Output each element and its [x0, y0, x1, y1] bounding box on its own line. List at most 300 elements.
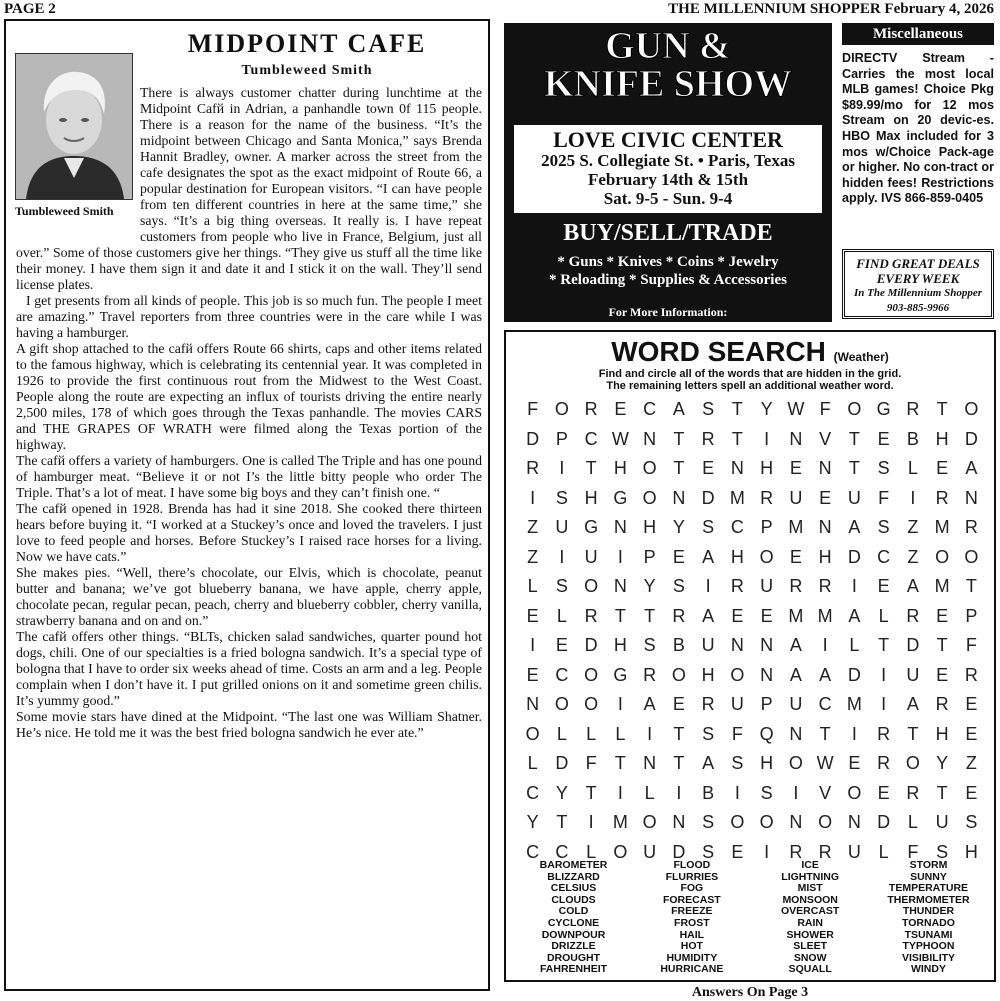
grid-letter: M [934, 517, 950, 538]
word-list-item: FLOOD [673, 859, 711, 871]
article-paragraph: The cafй offers other things. “BLTs, chicken salad sandwiches, quarter pound hot dogs, chili. One of our specialties is a fried bologna sandwich. It’s a special type of bologna that I have to order six weeks ahead of time. Costs an arm and a leg. People complain when I don’t have it. I put grilled onions on it and sometime green chilis. It’s yummy good.” [16, 629, 482, 708]
grid-letter: O [759, 546, 774, 567]
grid-letter: D [701, 487, 715, 508]
grid-letter: T [731, 428, 743, 449]
article-byline: Tumbleweed Smith [241, 63, 373, 78]
grid-row [518, 543, 986, 573]
grid-letter: T [585, 458, 597, 479]
grid-row [518, 749, 986, 779]
grid-letter: S [672, 576, 685, 597]
grid-letter: E [702, 458, 715, 479]
deals-box [842, 249, 994, 319]
grid-letter: H [643, 517, 657, 538]
grid-letter: R [701, 694, 715, 715]
grid-letter: F [819, 399, 831, 420]
grid-letter: A [906, 576, 919, 597]
grid-letter: T [936, 782, 948, 803]
word-list-item: TORNADO [902, 916, 955, 929]
grid-letter: N [789, 428, 803, 449]
grid-letter: I [764, 428, 770, 449]
grid-letter: M [729, 487, 745, 508]
ad-items-line1: * Guns * Knives * Coins * Jewelry [557, 254, 779, 270]
grid-letter: L [878, 605, 889, 626]
grid-letter: L [556, 723, 567, 744]
grid-letter: R [701, 428, 715, 449]
word-list-item: FORECAST [662, 893, 721, 906]
ad-phone: Call 918-658-4500 [598, 320, 738, 340]
page-number: PAGE 2 [4, 1, 56, 17]
word-list-item: FROST [674, 916, 710, 929]
grid-letter: D [672, 841, 686, 862]
grid-letter: A [848, 605, 861, 626]
grid-letter: M [934, 576, 950, 597]
word-list-item: THUNDER [902, 905, 955, 918]
grid-letter: A [819, 664, 832, 685]
grid-letter: L [849, 635, 860, 656]
grid-letter: E [965, 694, 978, 715]
grid-letter: S [877, 458, 890, 479]
grid-letter: R [760, 487, 774, 508]
grid-letter: U [906, 664, 920, 685]
grid-letter: M [817, 605, 833, 626]
grid-letter: T [848, 428, 860, 449]
ad-address: 2025 S. Collegiate St. • Paris, Texas [541, 151, 795, 170]
grid-letter: N [672, 487, 686, 508]
masthead [668, 1, 994, 18]
grid-letter: C [818, 694, 832, 715]
grid-letter: Q [759, 723, 774, 744]
grid-letter: E [936, 605, 949, 626]
grid-letter: O [905, 753, 920, 774]
grid-letter: L [586, 841, 597, 862]
word-list-item: FAHRENHEIT [539, 963, 608, 976]
grid-letter: G [613, 664, 628, 685]
grid-letter: Z [907, 546, 919, 567]
grid-letter: Y [526, 812, 539, 833]
word-list-item: FREEZE [671, 905, 713, 918]
grid-letter: N [526, 694, 540, 715]
grid-letter: E [731, 605, 744, 626]
grid-row [518, 572, 986, 602]
article-title: MIDPOINT CAFE [187, 29, 427, 58]
grid-letter: E [877, 576, 890, 597]
grid-letter: S [555, 576, 568, 597]
grid-letter: Z [907, 517, 919, 538]
grid-letter: P [965, 605, 978, 626]
article-paragraph: A gift shop attached to the cafй offers Route 66 shirts, caps and other items related to the famous highway, which is celebrating its centennial year. It was completed in 1926 to provide the first continuous rout from the Midwest to the West Coast. People along the route are expecting an influx of tourists driving the entire nearly 2,500 miles, 178 of which goes through the Texas panhandle. The movies CARS and THE GRAPES OF WRATH were filmed along the Texas portion of the highway. [16, 341, 482, 452]
word-list-item: THERMOMETER [887, 893, 970, 906]
grid-letter: Y [672, 517, 685, 538]
grid-letter: O [584, 664, 599, 685]
grid-letter: C [643, 399, 657, 420]
grid-letter: O [847, 782, 862, 803]
grid-letter: R [877, 723, 891, 744]
grid-letter: O [671, 664, 686, 685]
grid-letter: E [848, 753, 861, 774]
grid-letter: D [555, 753, 569, 774]
grid-letter: G [613, 487, 628, 508]
grid-letter: U [847, 487, 861, 508]
grid-letter: E [877, 428, 890, 449]
grid-letter: T [673, 428, 685, 449]
word-list-item: COLD [558, 905, 589, 918]
grid-letter: E [789, 546, 802, 567]
grid-letter: S [702, 841, 715, 862]
grid-letter: R [818, 576, 832, 597]
word-list-item: SNOW [793, 951, 827, 964]
deals-phone: 903-885-9966 [886, 302, 950, 314]
grid-letter: F [965, 635, 977, 656]
grid-letter: I [676, 782, 682, 803]
grid-letter: S [702, 723, 715, 744]
word-list-item: HOT [680, 940, 703, 953]
grid-letter: T [673, 458, 685, 479]
grid-letter: R [584, 399, 598, 420]
grid-letter: Y [643, 576, 656, 597]
word-list [516, 860, 986, 976]
grid-row [518, 425, 986, 455]
grid-letter: A [672, 399, 685, 420]
grid-letter: S [643, 635, 656, 656]
grid-letter: N [760, 664, 774, 685]
word-list-item: BAROMETER [539, 859, 608, 871]
grid-letter: M [612, 812, 628, 833]
grid-row [518, 779, 986, 809]
ad-info-label: For More Information: [608, 305, 728, 319]
grid-letter: I [881, 694, 887, 715]
grid-letter: I [764, 841, 770, 862]
ad-title [506, 27, 830, 103]
grid-letter: O [642, 458, 657, 479]
grid-letter: S [760, 782, 773, 803]
grid-letter: I [559, 458, 565, 479]
grid-letter: E [819, 487, 832, 508]
ad-buy-sell-trade: BUY/SELL/TRADE [563, 220, 773, 246]
article-paragraph: She makes pies. “Well, there’s chocolate, our Elvis, which is chocolate, peanut butter and banana; we’ve got blueberry banana, we have apple, cherry apple, chocolate pecan, regular pecan, peach, cherry and blueberry cobbler, cherry vanilla, strawberry banana and on and on.” [16, 565, 482, 628]
article-body [16, 85, 482, 741]
grid-letter: A [702, 753, 715, 774]
word-list-column [516, 860, 631, 976]
grid-letter: V [819, 782, 832, 803]
grid-letter: I [617, 782, 623, 803]
grid-letter: P [643, 546, 656, 567]
grid-letter: O [730, 664, 745, 685]
word-list-item: STORM [909, 859, 948, 871]
grid-letter: L [907, 458, 918, 479]
grid-letter: O [964, 546, 979, 567]
ad-hours: Sat. 9-5 - Sun. 9-4 [603, 189, 733, 208]
word-list-item: SQUALL [788, 963, 832, 976]
word-list-item: DROUGHT [546, 951, 601, 964]
grid-letter: U [730, 694, 744, 715]
word-list-item: CELSIUS [550, 882, 597, 895]
grid-letter: T [936, 635, 948, 656]
grid-row [518, 690, 986, 720]
photo-caption: Tumbleweed Smith [15, 204, 114, 218]
grid-letter: H [964, 841, 978, 862]
grid-letter: H [613, 635, 627, 656]
grid-letter: E [526, 664, 539, 685]
grid-letter: F [907, 841, 919, 862]
grid-letter: S [731, 753, 744, 774]
grid-letter: O [730, 812, 745, 833]
grid-letter: Z [527, 517, 539, 538]
grid-letter: R [789, 841, 803, 862]
grid-row [518, 720, 986, 750]
grid-letter: S [965, 812, 978, 833]
grid-letter: H [760, 458, 774, 479]
grid-letter: R [789, 576, 803, 597]
grid-letter: B [702, 782, 715, 803]
grid-row [518, 484, 986, 514]
grid-letter: B [906, 428, 919, 449]
answers-note: Answers On Page 3 [691, 985, 809, 1000]
grid-letter: N [730, 635, 744, 656]
grid-letter: N [730, 458, 744, 479]
word-list-item: SLEET [793, 940, 828, 953]
grid-letter: H [818, 546, 832, 567]
grid-letter: E [614, 399, 627, 420]
grid-letter: A [965, 458, 978, 479]
grid-letter: S [702, 812, 715, 833]
grid-letter: E [731, 841, 744, 862]
article-paragraph: The cafй opened in 1928. Brenda has had it sine 2018. She cooked there thirteen hears before buying it. “I worked at a Stuckey’s once and loved the travelers. I just love to feed people and horses. Before Stuckey’s I raised race horses for a living. Now we have cats.” [16, 501, 482, 564]
word-list-item: WINDY [910, 963, 946, 976]
grid-letter: R [730, 576, 744, 597]
grid-letter: H [935, 723, 949, 744]
grid-letter: R [906, 399, 920, 420]
grid-letter: E [672, 694, 685, 715]
grid-letter: Y [936, 753, 949, 774]
grid-row [518, 513, 986, 543]
grid-letter: H [730, 546, 744, 567]
grid-letter: E [936, 458, 949, 479]
word-search-title: WORD SEARCH [611, 336, 826, 367]
grid-letter: A [906, 694, 919, 715]
grid-row [518, 395, 986, 425]
word-search-instructions-2: The remaining letters spell an additional weather word. [606, 380, 894, 392]
grid-letter: N [643, 753, 657, 774]
word-list-item: DOWNPOUR [541, 928, 606, 941]
grid-letter: O [642, 812, 657, 833]
grid-letter: F [878, 487, 890, 508]
grid-letter: U [555, 517, 569, 538]
grid-letter: U [935, 812, 949, 833]
article-paragraph: There is always customer chatter during lunchtime at the Midpoint Cafй in Adrian, a panhandle town 0f 115 people. There is a reason for the name of the business. “It’s the midpoint between Chicago and Santa Monica,” says Brenda Hannit Bradley, owner. A marker across the street from the cafe designates the spot as the exact midpoint of Route 66, a popular destination for European visitors. “I can have people from ten different countries in here at the same time,” she says. “It’s a big thing overseas. It really is. I have repeat customers from people who live in France, Belgium, just all over.” Some of those customers give her things. “They give us stuff all the time like their money. I have them sign it and date it and I stick it on the wall. They’ll send license plates. [16, 85, 482, 292]
grid-letter: O [847, 399, 862, 420]
grid-letter: A [702, 546, 715, 567]
grid-letter: F [527, 399, 539, 420]
grid-letter: O [525, 723, 540, 744]
grid-letter: D [964, 428, 978, 449]
word-list-item: SHOWER [786, 928, 834, 941]
grid-letter: S [702, 399, 715, 420]
grid-letter: O [818, 812, 833, 833]
word-search-puzzle [504, 330, 996, 982]
grid-letter: R [935, 487, 949, 508]
grid-letter: D [584, 635, 598, 656]
grid-letter: E [877, 782, 890, 803]
letter-grid [518, 395, 986, 867]
grid-letter: T [731, 399, 743, 420]
ad-venue: LOVE CIVIC CENTER [553, 127, 783, 152]
grid-letter: Y [555, 782, 568, 803]
grid-letter: T [848, 458, 860, 479]
ad-dates: February 14th & 15th [587, 170, 749, 189]
ad-title-line1: GUN & [605, 25, 731, 67]
grid-letter: I [617, 694, 623, 715]
word-list-item: HUMIDITY [666, 951, 718, 964]
grid-letter: E [526, 605, 539, 626]
grid-letter: T [673, 753, 685, 774]
word-list-item: BLIZZARD [547, 870, 600, 883]
word-search-subtitle: (Weather) [833, 350, 889, 364]
issue-date: February 4, 2026 [884, 1, 994, 17]
grid-letter: U [789, 487, 803, 508]
grid-letter: R [818, 841, 832, 862]
grid-letter: H [760, 753, 774, 774]
word-list-item: ICE [801, 859, 819, 871]
grid-letter: D [526, 428, 540, 449]
grid-letter: I [734, 782, 740, 803]
word-list-item: SUNNY [910, 870, 947, 883]
grid-letter: G [876, 399, 891, 420]
grid-letter: F [731, 723, 743, 744]
grid-letter: O [964, 399, 979, 420]
grid-letter: D [847, 664, 861, 685]
misc-heading: Miscellaneous [842, 23, 994, 45]
grid-letter: C [730, 517, 744, 538]
grid-letter: I [822, 635, 828, 656]
grid-letter: A [789, 635, 802, 656]
grid-letter: Z [965, 753, 977, 774]
grid-letter: R [906, 782, 920, 803]
grid-letter: N [613, 576, 627, 597]
grid-letter: L [644, 782, 655, 803]
grid-letter: C [877, 546, 891, 567]
word-list-item: FLURRIES [665, 870, 719, 883]
grid-letter: E [936, 664, 949, 685]
word-list-item: HURRICANE [660, 963, 724, 976]
grid-letter: V [819, 428, 832, 449]
grid-letter: T [965, 576, 977, 597]
grid-letter: O [935, 546, 950, 567]
grid-letter: F [585, 753, 597, 774]
grid-letter: Z [527, 546, 539, 567]
grid-letter: L [556, 605, 567, 626]
grid-row [518, 808, 986, 838]
grid-letter: N [760, 635, 774, 656]
deals-line3: In The Millennium Shopper [853, 287, 983, 299]
grid-letter: N [964, 487, 978, 508]
grid-letter: G [584, 517, 599, 538]
grid-letter: L [615, 723, 626, 744]
grid-letter: O [613, 841, 628, 862]
grid-letter: T [644, 605, 656, 626]
grid-row [518, 631, 986, 661]
word-list-column [753, 860, 868, 976]
grid-letter: C [555, 841, 569, 862]
ad-items-line2: * Reloading * Supplies & Accessories [549, 272, 787, 288]
grid-letter: I [705, 576, 711, 597]
grid-letter: I [530, 635, 536, 656]
grid-letter: N [672, 812, 686, 833]
word-list-item: FOG [680, 882, 704, 895]
grid-letter: A [702, 605, 715, 626]
grid-letter: I [881, 664, 887, 685]
grid-letter: S [555, 487, 568, 508]
grid-letter: I [851, 576, 857, 597]
grid-letter: S [877, 517, 890, 538]
grid-letter: U [789, 694, 803, 715]
grid-letter: R [964, 517, 978, 538]
grid-letter: R [964, 664, 978, 685]
word-list-item: CLOUDS [551, 893, 596, 906]
ad-venue-box [514, 125, 822, 213]
grid-letter: H [584, 487, 598, 508]
grid-letter: N [789, 812, 803, 833]
grid-letter: O [554, 694, 569, 715]
grid-letter: A [643, 694, 656, 715]
grid-letter: U [643, 841, 657, 862]
grid-letter: T [614, 605, 626, 626]
gun-knife-show-ad [504, 23, 832, 340]
grid-letter: N [818, 458, 832, 479]
grid-letter: T [936, 399, 948, 420]
word-list-item: LIGHTNING [781, 870, 840, 883]
ad-title-line2: KNIFE SHOW [543, 63, 793, 105]
grid-letter: E [672, 546, 685, 567]
word-list-item: DRIZZLE [551, 940, 596, 953]
grid-letter: L [527, 576, 538, 597]
grid-letter: O [788, 753, 803, 774]
grid-letter: C [584, 428, 598, 449]
grid-letter: R [935, 694, 949, 715]
grid-letter: W [611, 428, 629, 449]
grid-letter: R [906, 605, 920, 626]
grid-letter: T [907, 723, 919, 744]
grid-row [518, 661, 986, 691]
grid-letter: N [789, 723, 803, 744]
grid-letter: O [759, 812, 774, 833]
misc-classified-text: DIRECTV Stream - Carries the most local MLB games! Choice Pkg $89.99/mo for 12 mos Stream on 20 devic-es. HBO Max included for 3 mos w/Choice Pack-age or higher. No con-tract or hidden fees! Restrictions apply. IVS 866-859-0405 [842, 51, 994, 206]
grid-letter: B [672, 635, 685, 656]
grid-letter: O [584, 694, 599, 715]
grid-letter: P [760, 694, 773, 715]
grid-letter: D [877, 812, 891, 833]
grid-letter: T [556, 812, 568, 833]
word-list-item: TSUNAMI [904, 928, 953, 941]
grid-letter: I [530, 487, 536, 508]
grid-letter: E [965, 782, 978, 803]
grid-letter: O [554, 399, 569, 420]
word-search-instructions-1: Find and circle all of the words that are hidden in the grid. [598, 368, 902, 380]
grid-letter: M [846, 694, 862, 715]
grid-letter: D [847, 546, 861, 567]
grid-letter: I [588, 812, 594, 833]
grid-letter: I [793, 782, 799, 803]
grid-letter: M [788, 605, 804, 626]
grid-letter: S [702, 517, 715, 538]
grid-letter: E [760, 605, 773, 626]
grid-letter: A [789, 664, 802, 685]
grid-letter: D [906, 635, 920, 656]
article-paragraph: I get presents from all kinds of people. This job is so much fun. The people I meet are amazing.” Travel reporters from three countries were in the care while I was having a hamburger. [16, 293, 482, 340]
grid-letter: T [878, 635, 890, 656]
grid-letter: E [789, 458, 802, 479]
word-list-item: HAIL [679, 928, 705, 941]
grid-letter: H [701, 664, 715, 685]
